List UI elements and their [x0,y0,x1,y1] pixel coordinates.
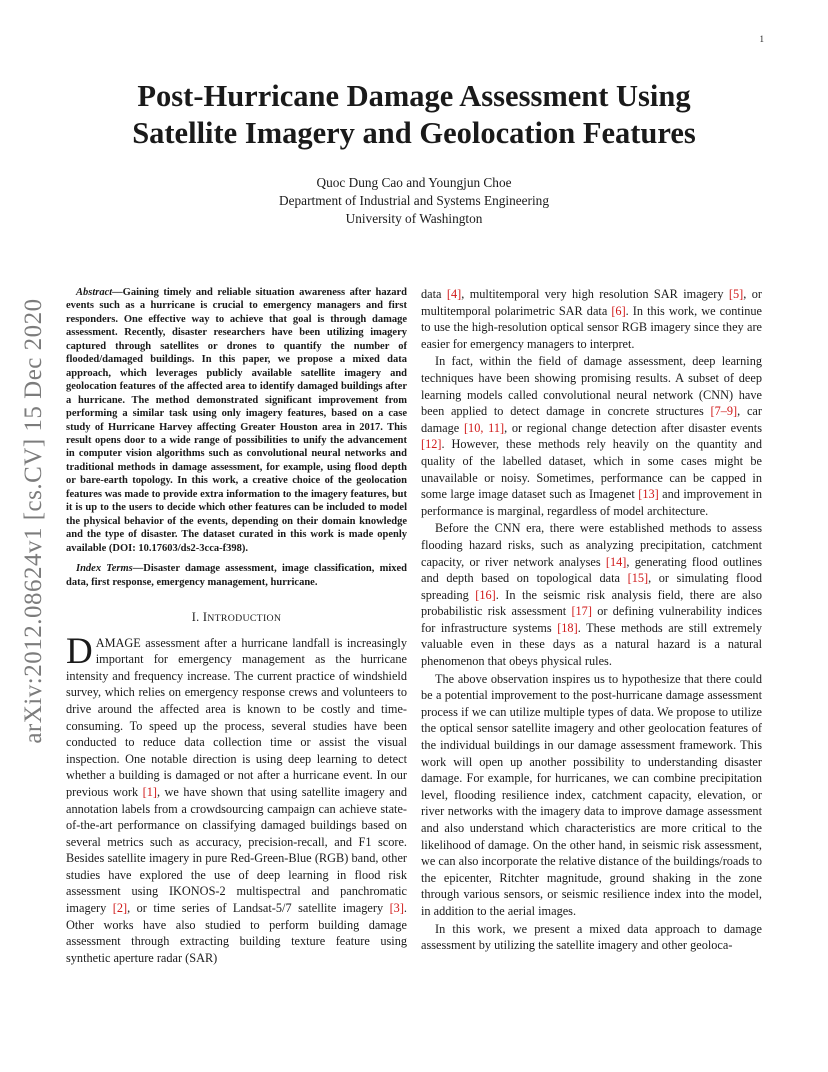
paper-title [60,78,768,152]
paragraph-text: , or multitemporal polarimetric SAR data [421,287,762,318]
citation-link[interactable]: [7–9] [710,404,738,419]
citation-link[interactable]: [2] [112,901,128,916]
citation-link[interactable]: [14] [605,554,627,569]
arxiv-identifier-stamp[interactable] [14,282,54,760]
paragraph-text: , car damage [421,404,762,435]
citation-link[interactable]: [3] [389,901,404,916]
drop-cap: D [66,630,93,672]
paragraph-text: , generating flood outlines and depth based on topological data [421,554,762,586]
paragraph-text: or defining vulnerability indices for infrastructure systems [421,604,762,635]
paragraph-text: , multitemporal very high resolution SAR imagery [461,287,729,301]
author-university: University of Washington [345,211,483,226]
paragraph-text: , or regional change detection after disaster events [504,420,763,435]
intro-text-4: . Other works have also studied to perform building damage assessment through extracting building texture feature using synthetic aperture radar (SAR) [66,901,407,965]
introduction-paragraph [66,630,407,967]
body-paragraph-2 [421,353,762,519]
title-line-1: Post-Hurricane Damage Assessment Using [137,79,691,113]
citation-link[interactable]: [4] [446,287,462,301]
index-terms-label: Index Terms [76,563,133,575]
citation-link[interactable]: [10, 11] [463,420,505,435]
index-terms [66,562,407,589]
paragraph-text: . These methods are still extremely valuable even in these days as a natural hazard is a natural phenomenon that obeys physical rules. [421,620,762,669]
author-names: Quoc Dung Cao and Youngjun Choe [316,175,512,190]
citation-link[interactable]: [5] [728,287,744,301]
body-paragraph-5: In this work, we present a mixed data approach to damage assessment by utilizing the satellite imagery and other geoloca- [421,921,762,953]
citation-link[interactable]: [18] [557,620,578,635]
abstract-text: —Gaining timely and reliable situation awareness after hazard events such as a hurricane is crucial to emergency managers and first responders. One effective way to achieve that goal is through damage assessment. Recently, disaster researchers have been utilizing imagery captured through satellites or drones to quantify the number of flooded/damaged buildings. In this paper, we propose a mixed data approach, which leverages publicly available satellite imagery and geolocation features of the affected area to identify damaged buildings after a hurricane. The method demonstrated significant improvement from performing a similar task using only imagery features, based on a case study of Hurricane Harvey affecting Greater Houston area in 2017. This result opens door to a wide range of possibilities to unify the advancement in computer vision algorithms such as convolutional neural networks and traditional methods in damage assessment, for example, using flood depth or bare-earth topology. In this work, a creative choice of the geolocation features was made to provide extra information to the imagery features, but it is up to the users to decide which other features can be included to model the physical behavior of the events, depending on their domain knowledge and the type of disaster. The dataset curated in this work is made openly available (DOI: 10.17603/ds2-3cca-f398). [66,287,407,554]
intro-text-3: , or time series of Landsat-5/7 satellite imagery [127,901,390,916]
paragraph-text: . In the seismic risk analysis field, there are also probabilistic risk assessment [421,587,762,619]
abstract-label: Abstract [76,287,113,298]
citation-link[interactable]: [15] [627,571,649,586]
author-block [100,174,728,228]
paragraph-text: . In this work, we continue to use the high-resolution optical sensor RGB imagery since they are easier for emergency managers to interpret. [421,303,762,351]
paragraph-text: and improvement in performance is marginal, regardless of model architecture. [421,487,762,518]
body-paragraph-1 [421,286,762,352]
right-column [421,286,762,954]
body-paragraph-3 [421,520,762,669]
citation-link[interactable]: [12] [421,437,442,452]
title-line-2: Satellite Imagery and Geolocation Features [132,116,696,150]
body-paragraph-4: The above observation inspires us to hypothesize that there could be a potential improvement to the post-hurricane damage assessment process if we can utilize multiple types of data. We propose to utilize the optical sensor satellite imagery and other geolocation features of the individual buildings in our damage assessment framework. This work will open up another possibility to understanding disaster damage. For example, for hurricanes, we can combine precipitation level, flooding resilience index, catchment capacity, elevation, or river networks with the imagery data to improve damage assessment and also understand which characteristics are more critical to the likelihood of damage. On the other hand, in seismic risk assessment, we can also incorporate the relative distance of the buildings/roads to the epicenter, Ritchter magnitude, ground shaking in the zone through various sensors, or seismic resilience index into the model, in addition to the aerial images. [421,671,762,918]
page-number: 1 [759,34,764,44]
citation-link[interactable]: [13] [638,487,659,502]
left-column [66,286,407,966]
intro-text-2: , we have shown that using satellite imagery and annotation labels from a crowdsourcing campaign can achieve state-of-the-art performance on classifying damaged buildings based on several metrics such as accuracy, precision-recall, and F1 score. Besides satellite imagery in pure Red-Green-Blue (RGB) band, other studies have explored the use of deep learning in flood risk assessment using IKONOS-2 multispectral and panchromatic imagery [66,784,407,916]
section-heading-numeral: I. I [191,609,208,624]
citation-link[interactable]: [16] [475,587,496,602]
paragraph-text: , or simulating flood spreading [421,571,762,602]
section-heading-introduction [66,609,407,628]
abstract [66,286,407,555]
paragraph-text: In fact, within the field of damage assessment, deep learning techniques have been showing promising results. A subset of deep learning models called convolutional neural network (CNN) have been applied to detect damage in concrete structures [421,354,762,419]
paragraph-text: . However, these methods rely heavily on the quantity and quality of the labelled dataset, which in some cases might be unavailable or noisy. Sometimes, performance can be capped in some large image dataset such as Imagenet [421,437,762,502]
index-terms-text: —Disaster damage assessment, image classification, mixed data, first response, emergency management, hurricane. [66,563,407,588]
citation-link[interactable]: [6] [611,303,626,318]
citation-link[interactable]: [1] [142,784,157,799]
paragraph-text: Before the CNN era, there were established methods to assess flooding hazard risks, such as analyzing precipitation, catchment capacity, or river network analyses [421,521,762,569]
section-heading-title: NTRODUCTION [207,612,282,624]
intro-first-word: AMAGE [95,635,141,650]
paragraph-text: data [421,287,447,301]
citation-link[interactable]: [17] [571,604,592,619]
intro-text-1: assessment after a hurricane landfall is increasingly important for emergency management as the hurricane intensity and frequency increase. The current practice of windshield survey, which relies on emergency response crews and volunteers to drive around the affected area is known to be costly and time-consuming. To speed up the process, several studies have been conducted to reduce data collection time or assist the visual inspection. One notable direction is using deep learning to detect whether a building is damaged or not after a hurricane event. In our previous work [66,635,407,799]
author-department: Department of Industrial and Systems Engineering [279,193,549,208]
arxiv-stamp-text: arXiv:2012.08624v1 [cs.CV] 15 Dec 2020 [20,298,47,744]
